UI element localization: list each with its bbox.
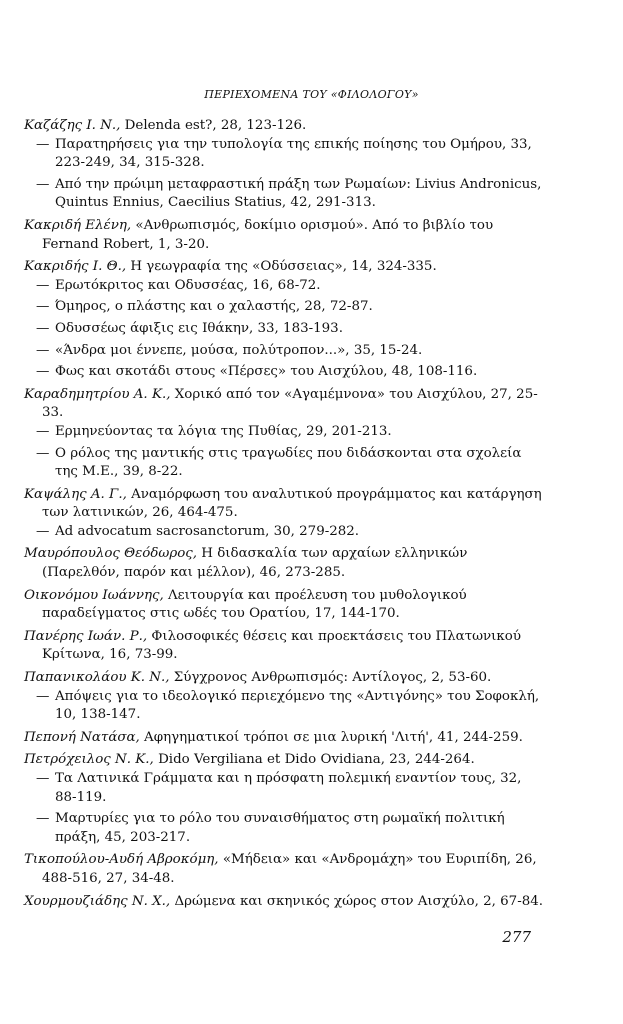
entry-dash-line [24,176,546,213]
page-number: 277 [502,928,531,946]
author-name: Καζάζης Ι. Ν., [24,118,121,133]
index-entry [24,669,546,725]
work-title: Όμηρος, ο πλάστης και ο χαλαστής, 28, 72-87. [55,299,373,315]
index-entry [24,851,546,888]
entry-dash-line [24,136,546,173]
entry-author-line [24,751,546,770]
index-entry [24,386,546,482]
work-title: Φως και σκοτάδι στους «Πέρσες» του Αισχύλου, 48, 108-116. [55,364,478,380]
index-entry [24,117,546,213]
index-list [24,117,546,915]
author-name: Καραδημητρίου Α. Κ., [24,386,171,402]
work-title: «Άνδρα μοι έννεπε, μούσα, πολύτροπον...», 35, 15-24. [55,342,423,358]
entry-author-line [24,545,546,582]
index-entry [24,893,546,912]
author-name: Καψάλης Α. Γ., [24,486,127,502]
author-name: Κακριδής Ι. Θ., [24,259,127,275]
work-title: Δρώμενα και σκηνικός χώρος στον Αισχύλο, 2, 67-84. [170,893,544,909]
work-title: Από την πρώιμη μεταφραστική πράξη των Ρωμαίων: Livius Andronicus, Quintus Ennius, Caecilius Statius, 42, 291-313. [55,176,542,211]
index-entry [24,217,546,254]
work-title: Delenda est?, 28, 123-126. [120,118,307,133]
index-entry [24,751,546,847]
index-entry [24,587,546,624]
ditto-dash: — [36,423,50,439]
author-name: Κακριδή Ελένη, [24,217,132,233]
entry-dash-line [24,523,546,542]
work-title: Ερμηνεύοντας τα λόγια της Πυθίας, 29, 201-213. [55,423,392,439]
author-name: Τικοπούλου-Αυδή Αβροκόμη, [24,852,219,868]
work-title: Σύγχρονος Ανθρωπισμός: Αντίλογος, 2, 53-60. [169,670,492,686]
author-name: Οικονόμου Ιωάννης, [24,587,164,603]
ditto-dash: — [36,299,50,315]
index-entry [24,545,546,582]
entry-author-line [24,851,546,888]
index-entry [24,258,546,382]
index-entry [24,628,546,665]
ditto-dash: — [36,277,50,293]
work-title: Τα Λατινικά Γράμματα και η πρόσφατη πολεμική εναντίον τους, 32, 88-119. [55,771,522,805]
entry-dash-line [24,445,546,482]
author-name: Παπανικολάου Κ. Ν., [24,670,170,686]
work-title: Χορικό από τον «Αγαμέμνονα» του Αισχύλου, 27, 25-33. [42,386,538,421]
work-title: Αναμόρφωση του αναλυτικού προγράμματος και κατάργηση των λατινικών, 26, 464-475. [42,486,542,521]
author-name: Χουρμουζιάδης Ν. Χ., [24,893,171,909]
work-title: Αφηγηματικοί τρόποι σε μια λυρική 'Λιτή', 41, 244-259. [139,729,523,745]
entry-dash-line [24,810,546,847]
entry-author-line [24,217,546,254]
work-title: Η διδασκαλία των αρχαίων ελληνικών (Παρελθόν, παρόν και μέλλον), 46, 273-285. [42,546,468,581]
ditto-dash: — [36,688,50,704]
entry-author-line [24,386,546,423]
work-title: «Ανθρωπισμός, δοκίμιο ορισμού». Από το βιβλίο του Fernand Robert, 1, 3-20. [42,217,494,252]
author-name: Πετρόχειλος Ν. Κ., [24,752,154,768]
author-name: Πανέρης Ιωάν. Ρ., [24,628,148,644]
entry-author-line [24,669,546,688]
index-entry [24,729,546,748]
work-title: Απόψεις για το ιδεολογικό περιεχόμενο της «Αντιγόνης» του Σοφοκλή, 10, 138-147. [55,688,540,723]
work-title: Η γεωγραφία της «Οδύσσειας», 14, 324-335. [126,259,437,275]
work-title: Παρατηρήσεις για την τυπολογία της επικής ποίησης του Ομήρου, 33, 223-249, 34, 315-328. [55,136,532,171]
ditto-dash: — [36,342,50,358]
author-name: Πεπονή Νατάσα, [24,729,140,745]
ditto-dash: — [36,176,50,192]
work-title: Ο ρόλος της μαντικής στις τραγωδίες που διδάσκονται στα σχολεία της Μ.Ε., 39, 8-22. [55,445,522,480]
ditto-dash: — [36,811,50,827]
work-title: Ad advocatum sacrosanctorum, 30, 279-282. [55,523,360,539]
work-title: Λειτουργία και προέλευση του μυθολογικού παραδείγματος στις ωδές του Ορατίου, 17, 144-170. [42,587,467,622]
ditto-dash: — [36,364,50,380]
ditto-dash: — [36,136,50,152]
ditto-dash: — [36,523,50,539]
entry-author-line [24,117,546,136]
work-title: Μαρτυρίες για το ρόλο του συναισθήματος στη ρωμαϊκή πολιτική πράξη, 45, 203-217. [55,811,505,845]
ditto-dash: — [36,771,50,786]
entry-dash-line [24,298,546,317]
entry-dash-line [24,770,546,807]
ditto-dash: — [36,320,50,336]
entry-author-line [24,729,546,748]
work-title: Οδυσσέως άφιξις εις Ιθάκην, 33, 183-193. [55,320,343,336]
entry-dash-line [24,423,546,442]
author-name: Μαυρόπουλος Θεόδωρος, [24,546,198,562]
page-title: ΠΕΡΙΕΧΟΜΕΝΑ ΤΟΥ «ΦΙΛΟΛΟΓΟΥ» [204,88,419,101]
entry-author-line [24,486,546,523]
index-entry [24,486,546,542]
entry-dash-line [24,320,546,339]
entry-dash-line [24,342,546,361]
entry-dash-line [24,688,546,725]
entry-author-line [24,258,546,277]
entry-author-line [24,587,546,624]
entry-author-line [24,628,546,665]
entry-dash-line [24,277,546,296]
entry-dash-line [24,363,546,382]
ditto-dash: — [36,445,50,461]
work-title: Dido Vergiliana et Dido Ovidiana, 23, 244-264. [153,752,475,768]
work-title: Φιλοσοφικές θέσεις και προεκτάσεις του Πλατωνικού Κρίτωνα, 16, 73-99. [42,628,521,663]
entry-author-line [24,893,546,912]
work-title: «Μήδεια» και «Ανδρομάχη» του Ευριπίδη, 26, 488-516, 27, 34-48. [42,852,537,886]
work-title: Ερωτόκριτος και Οδυσσέας, 16, 68-72. [55,277,321,293]
